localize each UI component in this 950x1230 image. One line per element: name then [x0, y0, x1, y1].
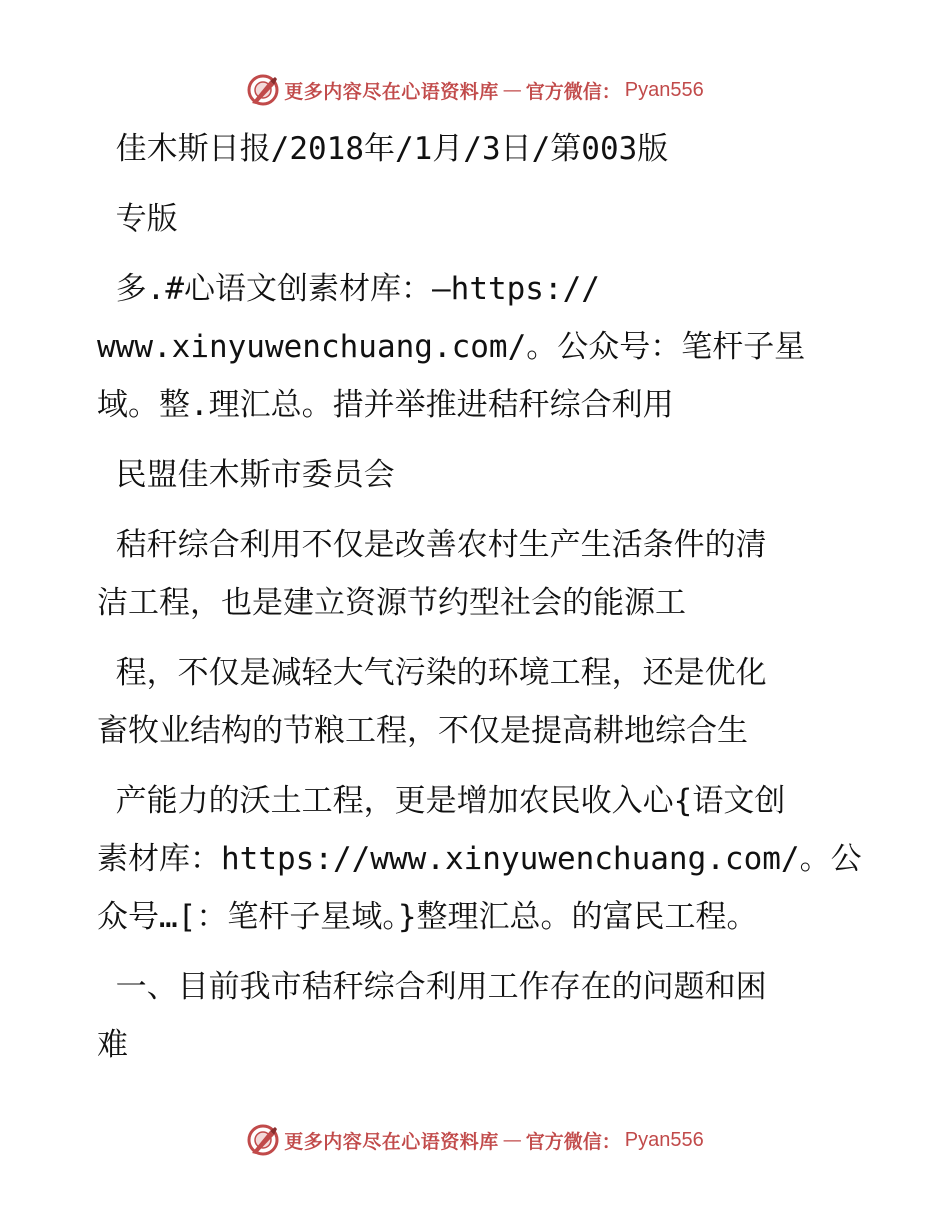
- paragraph-line: 素材库：https://www.xinyuwenchuang.com/。公: [97, 841, 862, 877]
- footer-banner-wechat-id: Pyan556: [624, 1128, 704, 1151]
- text-line: www.xinyuwenchuang.com/。公众号：笔杆子星: [97, 329, 806, 365]
- footer-banner-content: [246, 1123, 704, 1157]
- heading-line: 一、目前我市秸秆综合利用工作存在的问题和困: [97, 969, 767, 1005]
- author-line: 民盟佳木斯市委员会: [97, 457, 395, 493]
- heading-line: 难: [97, 1027, 128, 1063]
- section-label: 专版: [97, 201, 178, 237]
- paragraph-line: 程，不仅是减轻大气污染的环境工程，还是优化: [97, 655, 767, 691]
- paragraph-line: 众号…[：笔杆子星域。}整理汇总。的富民工程。: [97, 899, 758, 935]
- footer-banner-dash: —: [502, 1129, 522, 1151]
- pen-logo-icon: [246, 1123, 280, 1157]
- footer-banner-wechat-label: 官方微信：: [525, 1130, 621, 1153]
- paragraph-line: 产能力的沃土工程，更是增加农民收入心{语文创: [97, 783, 786, 819]
- paragraph-line: 秸秆综合利用不仅是改善农村生产生活条件的清: [97, 527, 767, 563]
- header-banner: [0, 70, 950, 110]
- source-line: 佳木斯日报/2018年/1月/3日/第003版: [97, 131, 669, 167]
- header-banner-wechat-id: Pyan556: [624, 78, 704, 101]
- text-line: 多.#心语文创素材库：—https://: [97, 271, 600, 307]
- header-banner-content: [246, 73, 704, 107]
- text-line: 域。整.理汇总。措并举推进秸秆综合利用: [97, 387, 674, 423]
- header-banner-dash: —: [502, 79, 522, 101]
- document-body: [97, 120, 862, 1074]
- header-banner-text: 更多内容尽在心语资料库: [284, 80, 499, 103]
- footer-banner: [0, 1120, 950, 1160]
- header-banner-wechat-label: 官方微信：: [525, 80, 621, 103]
- paragraph-line: 畜牧业结构的节粮工程，不仅是提高耕地综合生: [97, 713, 748, 749]
- paragraph-line: 洁工程，也是建立资源节约型社会的能源工: [97, 585, 686, 621]
- pen-logo-icon: [246, 73, 280, 107]
- footer-banner-text: 更多内容尽在心语资料库: [284, 1130, 499, 1153]
